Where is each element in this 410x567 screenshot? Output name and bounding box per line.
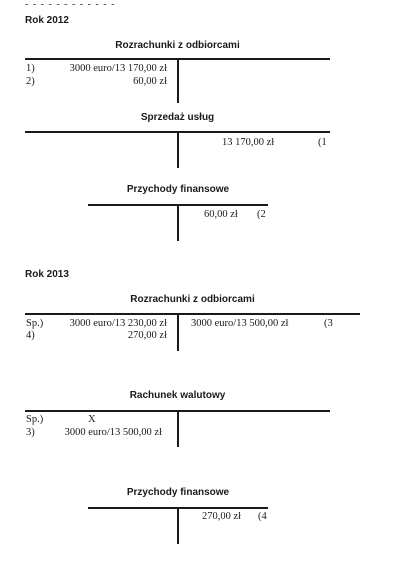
account-title: Rozrachunki z odbiorcami — [130, 294, 255, 305]
t-account-divider — [177, 58, 179, 103]
debit-entry-ref: 1) — [26, 63, 35, 74]
debit-entry-ref: 3) — [26, 427, 35, 438]
credit-entry-ref: (4 — [258, 511, 267, 522]
debit-entry-amount: 3000 euro/13 170,00 zł — [69, 63, 167, 74]
t-account-divider — [177, 507, 179, 544]
debit-entry-amount: 3000 euro/13 230,00 zł — [69, 318, 167, 329]
account-title: Sprzedaż usług — [140, 112, 215, 123]
debit-entry-amount: 60,00 zł — [133, 76, 167, 87]
credit-entry-amount: 3000 euro/13 500,00 zł — [191, 318, 289, 329]
t-account-top-line — [25, 313, 360, 315]
account-title: Przychody finansowe — [126, 184, 230, 195]
debit-entry-amount: X — [88, 414, 96, 425]
cropped-header-fragment: - - - - - - - - - - - - — [25, 0, 116, 10]
t-account-divider — [177, 313, 179, 351]
account-title: Rachunek walutowy — [129, 390, 226, 401]
year-heading-2013: Rok 2013 — [25, 269, 69, 280]
account-title: Przychody finansowe — [126, 487, 230, 498]
debit-entry-ref: Sp.) — [26, 414, 44, 425]
t-account-divider — [177, 410, 179, 447]
account-title: Rozrachunki z odbiorcami — [115, 40, 240, 51]
debit-entry-amount: 3000 euro/13 500,00 zł — [64, 427, 162, 438]
debit-entry-amount: 270,00 zł — [127, 330, 167, 341]
t-account-divider — [177, 131, 179, 168]
debit-entry-ref: Sp.) — [26, 318, 44, 329]
t-account-divider — [177, 204, 179, 241]
credit-entry-ref: (3 — [324, 318, 333, 329]
credit-entry-amount: 13 170,00 zł — [222, 137, 275, 148]
year-heading-2012: Rok 2012 — [25, 15, 69, 26]
credit-entry-amount: 60,00 zł — [204, 209, 238, 220]
credit-entry-ref: (1 — [318, 137, 327, 148]
debit-entry-ref: 4) — [26, 330, 35, 341]
credit-entry-amount: 270,00 zł — [202, 511, 242, 522]
debit-entry-ref: 2) — [26, 76, 35, 87]
credit-entry-ref: (2 — [257, 209, 266, 220]
